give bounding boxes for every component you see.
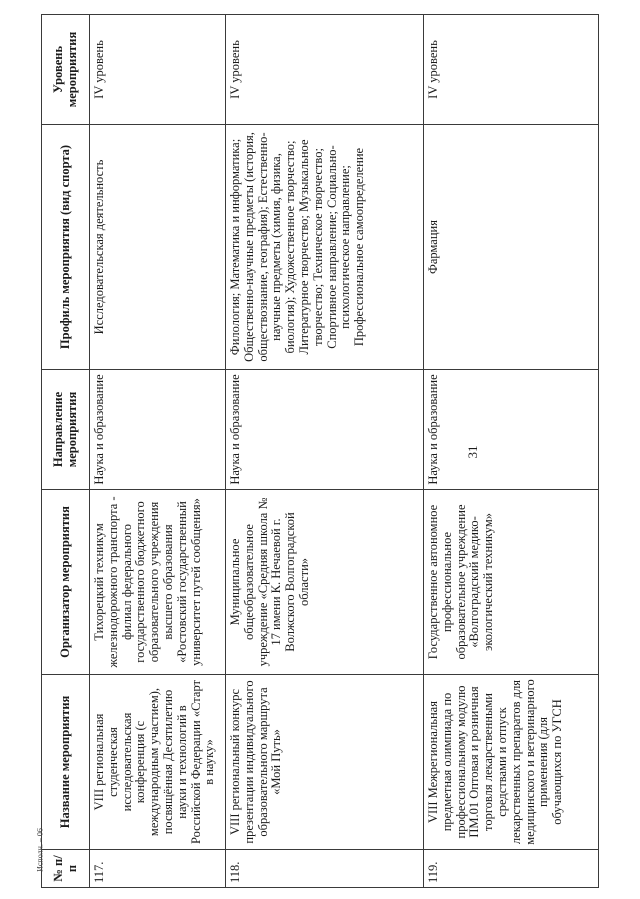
cell-num: 118. bbox=[226, 850, 424, 888]
cell-level: IV уровень bbox=[424, 15, 599, 125]
cell-organizer: Тихорецкий техникум железнодорожного транспорта - филиал федерального государственного бюджетного образовательного учреждения высшего образования «Ростовский государственный университет путей сообщения» bbox=[90, 490, 226, 675]
header-level: Уровень мероприятия bbox=[42, 15, 90, 125]
header-num: № п/п bbox=[42, 850, 90, 888]
table-row bbox=[226, 15, 424, 888]
cell-profile: Филология; Математика и информатика; Общественно-научные предметы (история, обществознание, география); Естественно-научные предметы (химия, физика, биология); Художественное творчество; Литературное творчество; Музыкальное творчество; Техническое творчество; Спортивное направление; Социально-психологическое направление; Профессиональное самоопределение bbox=[226, 125, 424, 370]
cell-direction: Наука и образование bbox=[226, 370, 424, 490]
cell-level: IV уровень bbox=[226, 15, 424, 125]
rotated-table-container bbox=[41, 15, 600, 888]
events-table bbox=[41, 14, 599, 888]
cell-direction: Наука и образование bbox=[90, 370, 226, 490]
cell-event-name: VIII Межрегиональная предметная олимпиада по профессиональному модулю ПМ.01 Оптовая и розничная торговля лекарственными средствами и отпуск лекарственных препаратов для медицинского и ветеринарного применения (для обучающихся по УГСН bbox=[424, 675, 599, 850]
cell-level: IV уровень bbox=[90, 15, 226, 125]
table-row bbox=[424, 15, 599, 888]
cell-num: 119. bbox=[424, 850, 599, 888]
header-name: Название мероприятия bbox=[42, 675, 90, 850]
cell-profile: Фармация bbox=[424, 125, 599, 370]
header-organizer: Организатор мероприятия bbox=[42, 490, 90, 675]
table-header-row bbox=[42, 15, 90, 888]
header-direction: Направление мероприятия bbox=[42, 370, 90, 490]
cell-organizer: Муниципальное общеобразовательное учреждение «Средняя школа № 17 имени К. Нечаевой г. Волжского Волгоградской области» bbox=[226, 490, 424, 675]
header-profile: Профиль мероприятия (вид спорта) bbox=[42, 125, 90, 370]
cell-event-name: VIII региональный конкурс презентации индивидуального образовательного маршрута «Мой Путь» bbox=[226, 675, 424, 850]
cell-organizer: Государственное автономное профессиональное образовательное учреждение «Волгоградский медико-экологический техникум» bbox=[424, 490, 599, 675]
cell-event-name: VIII региональная студенческая исследовательская конференция (с международным участием), посвящённая Десятилетию науки и технологий в Российской Федерации «Старт в науку» bbox=[90, 675, 226, 850]
page-number: 31 bbox=[465, 445, 480, 459]
table-row bbox=[90, 15, 226, 888]
cell-num: 117. bbox=[90, 850, 226, 888]
cell-profile: Исследовательская деятельность bbox=[90, 125, 226, 370]
cell-direction: Наука и образование bbox=[424, 370, 599, 490]
footer-mark: Исполн. – 06 bbox=[35, 828, 45, 872]
